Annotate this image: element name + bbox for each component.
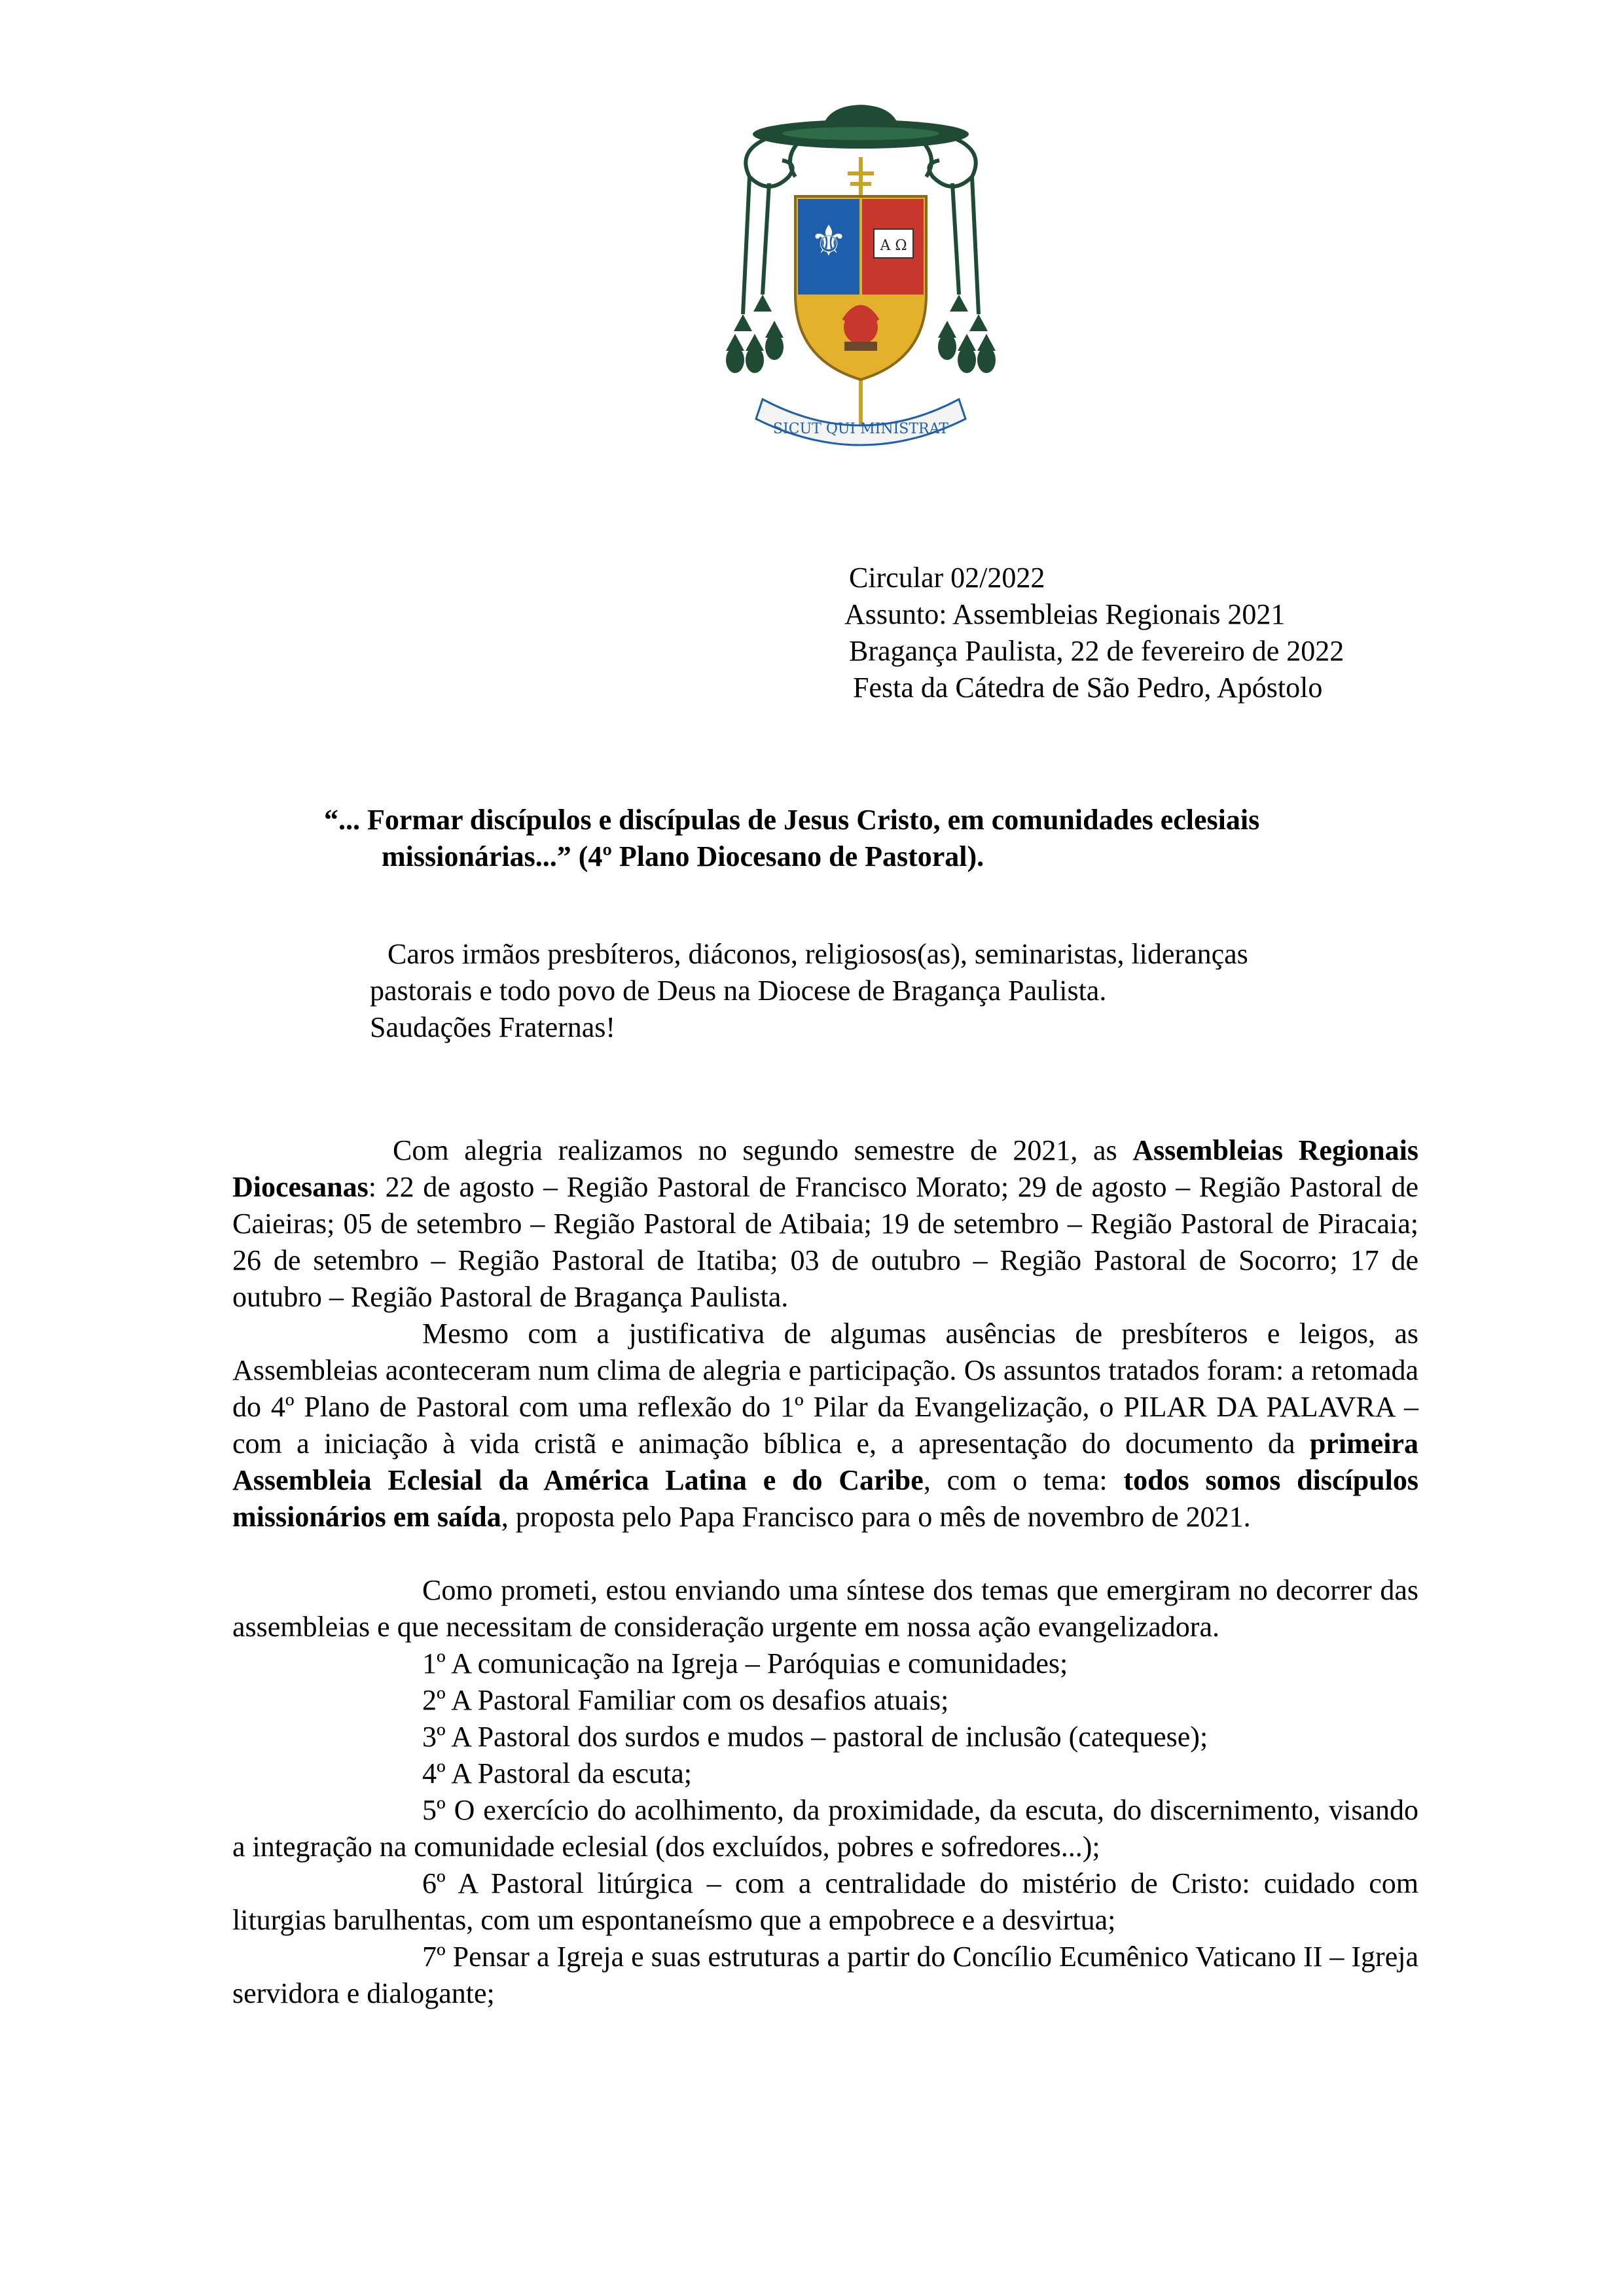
paragraph-assemblies: Com alegria realizamos no segundo semestre de 2021, as Assembleias Regionais Diocesanas: 22 de agosto – Região Pastoral de Francisco Morato; 29 de agosto – Região Pastoral de Caieiras; 05 de setembro – Região Pastoral de Atibaia; 19 de setembro – Região Pastoral de Piracaia; 26 de setembro – Região Pastoral de Itatiba; 03 de outubro – Região Pastoral de Socorro; 17 de outubro – Região Pastoral de Bragança Paulista. xyxy=(232,1134,1418,1313)
greeting-line-2: pastorais e todo povo de Deus na Diocese de Bragança Paulista. xyxy=(370,975,1107,1007)
place-date-line: Bragança Paulista, 22 de fevereiro de 2022 xyxy=(849,635,1344,667)
greeting-line-1: Caros irmãos presbíteros, diáconos, religiosos(as), seminaristas, lideranças xyxy=(388,938,1248,970)
coat-of-arms xyxy=(723,98,998,465)
galero-hat-icon xyxy=(753,105,969,149)
epigraph-line-2: missionárias...” (4º Plano Diocesano de Pastoral). xyxy=(382,840,984,872)
list-item: 1º A comunicação na Igreja – Paróquias e comunidades; xyxy=(422,1647,1068,1679)
letter-body xyxy=(232,1132,1418,2012)
svg-text:SICUT QUI MINISTRAT: SICUT QUI MINISTRAT xyxy=(773,421,948,437)
feast-line: Festa da Cátedra de São Pedro, Apóstolo xyxy=(853,672,1323,704)
fleur-de-lis-icon: ⚜ xyxy=(810,217,848,266)
tassels-left-icon xyxy=(743,137,802,314)
epigraph-quote xyxy=(324,802,1417,875)
list-item: 4º A Pastoral da escuta; xyxy=(422,1757,693,1789)
svg-text:A Ω: A Ω xyxy=(880,238,907,254)
greeting xyxy=(370,936,1443,1046)
greeting-line-3: Saudações Fraternas! xyxy=(370,1011,616,1043)
circular-number: Circular 02/2022 xyxy=(849,562,1045,594)
paragraph-synthesis: Como prometi, estou enviando uma síntese dos temas que emergiram no decorrer das assembleias e que necessitam de consideração urgente em nossa ação evangelizadora. xyxy=(232,1574,1418,1643)
list-item: 6º A Pastoral litúrgica – com a centralidade do mistério de Cristo: cuidado com liturgias barulhentas, com um espontaneísmo que a empobrece e a desvirtua; xyxy=(232,1867,1418,1936)
tassels-right-icon xyxy=(920,137,979,314)
list-item: 5º O exercício do acolhimento, da proximidade, da escuta, do discernimento, visando a integração na comunidade eclesial (dos excluídos, pobres e sofredores...); xyxy=(232,1794,1418,1863)
list-item: 2º A Pastoral Familiar com os desafios atuais; xyxy=(422,1684,949,1716)
list-item: 3º A Pastoral dos surdos e mudos – pastoral de inclusão (catequese); xyxy=(422,1721,1208,1753)
paragraph-topics: Mesmo com a justificativa de algumas ausências de presbíteros e leigos, as Assembleias aconteceram num clima de alegria e participação. Os assuntos tratados foram: a retomada do 4º Plano de Pastoral com uma reflexão do 1º Pilar da Evangelização, o PILAR DA PALAVRA – com a iniciação à vida cristã e animação bíblica e, a apresentação do documento da primeira Assembleia Eclesial da América Latina e do Caribe, com o tema: todos somos discípulos missionários em saída, proposta pelo Papa Francisco para o mês de novembro de 2021. xyxy=(232,1318,1418,1533)
list-item: 7º Pensar a Igreja e suas estruturas a partir do Concílio Ecumênico Vaticano II – Igreja servidora e dialogante; xyxy=(232,1941,1418,2009)
subject-line: Assunto: Assembleias Regionais 2021 xyxy=(844,598,1286,630)
shield-icon xyxy=(795,196,926,380)
epigraph-line-1: “... Formar discípulos e discípulas de Jesus Cristo, em comunidades eclesiais xyxy=(324,804,1260,836)
